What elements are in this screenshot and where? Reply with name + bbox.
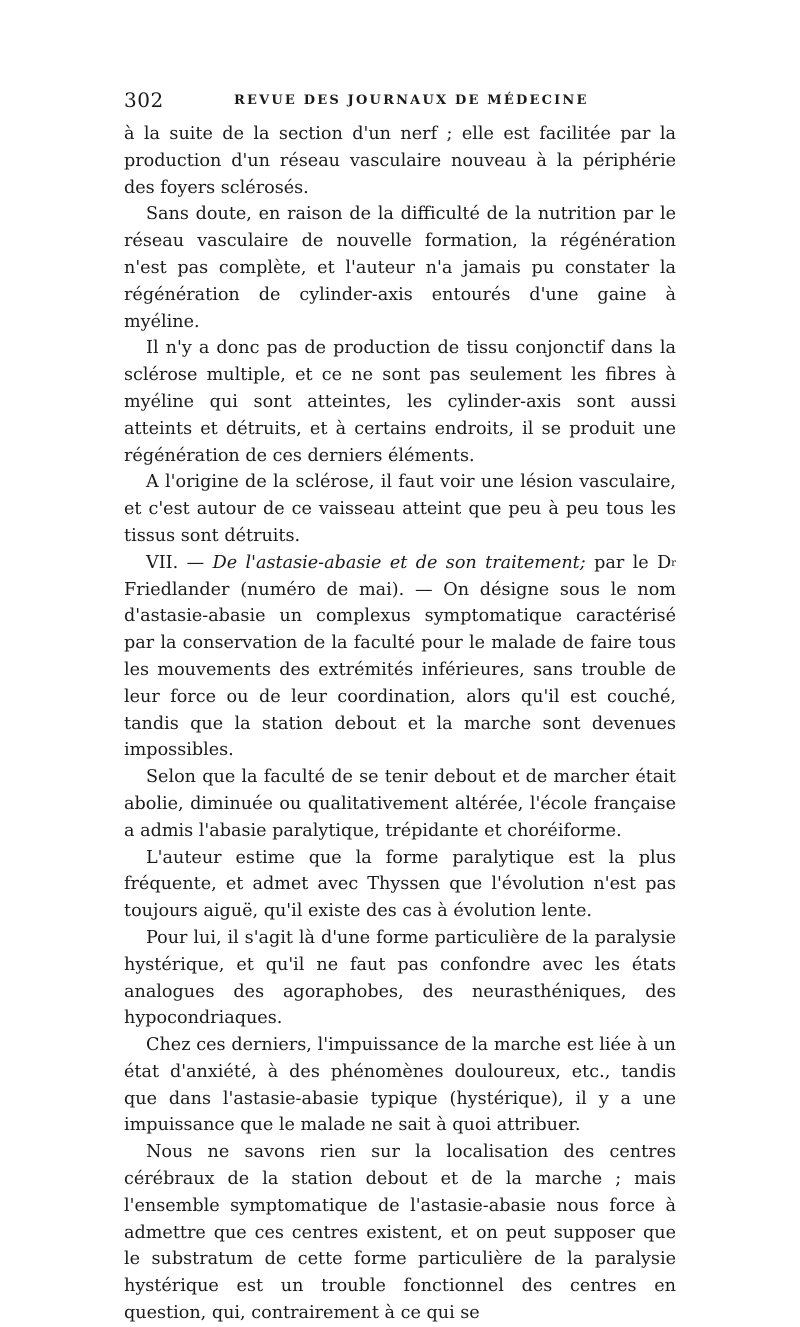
section-title: De l'astasie-abasie et de son traitement; — [212, 552, 586, 573]
paragraph-9: Chez ces derniers, l'impuissance de la marche est liée à un état d'anxiété, à des phénomènes douloureux, etc., tandis que dans l'astasie-abasie typique (hystérique), il y a une impuissance que le malade ne sait à quoi attribuer. — [124, 1035, 676, 1136]
body-text — [124, 121, 676, 1327]
paragraph-4: A l'origine de la sclérose, il faut voir une lésion vasculaire, et c'est autour de ce vaisseau atteint que peu à peu tous les tissus sont détruits. — [124, 472, 676, 546]
paragraph-10: Nous ne savons rien sur la localisation des centres cérébraux de la station debout et de la marche ; mais l'ensemble symptomatique de l'astasie-abasie nous force à admettre que ces centres existent, et on peut supposer que le substratum de cette forme particulière de la paralysie hystérique est un trouble fonctionnel des centres en question, qui, contrairement à ce qui se — [124, 1142, 676, 1324]
paragraph-6: Selon que la faculté de se tenir debout et de marcher était abolie, diminuée ou qualitativement altérée, l'école française a admis l'abasie paralytique, trépidante et choréiforme. — [124, 767, 676, 841]
paragraph-5-section-vii — [124, 550, 676, 764]
section-number: VII. — — [146, 552, 213, 573]
running-head: REVUE DES JOURNAUX DE MÉDECINE — [234, 93, 589, 108]
paragraph-1: à la suite de la section d'un nerf ; elle est facilitée par la production d'un réseau vasculaire nouveau à la périphérie des foyers sclérosés. — [124, 124, 676, 198]
paragraph-7: L'auteur estime que la forme paralytique est la plus fréquente, et admet avec Thyssen que l'évolution n'est pas toujours aiguë, qu'il existe des cas à évolution lente. — [124, 847, 676, 922]
paragraph-8: Pour lui, il s'agit là d'une forme particulière de la paralysie hystérique, et qu'il ne faut pas confondre avec les états analogues des agoraphobes, des neurasthéniques, des hypocondriaques. — [124, 927, 676, 1029]
paragraph-3: Il n'y a donc pas de production de tissu conjonctif dans la sclérose multiple, et ce ne sont pas seulement les fibres à myéline qui sont atteintes, les cylinder-axis sont aussi atteints et détruits, et à certains endroits, il se produit une régénération de ces derniers éléments. — [124, 338, 676, 466]
section-body: Friedlander (numéro de mai). — On désigne sous le nom d'astasie-abasie un complexus symptomatique caractérisé par la conservation de la faculté pour le malade de faire tous les mouvements des extrémités inférieures, sans trouble de leur force ou de leur coordination, alors qu'il est couché, tandis que la station debout et la marche sont devenues impossibles. — [124, 579, 676, 761]
doctor-superscript: r — [671, 557, 676, 569]
author-intro: par le D — [585, 552, 672, 573]
paragraph-2: Sans doute, en raison de la difficulté de la nutrition par le réseau vasculaire de nouvelle formation, la régénération n'est pas complète, et l'auteur n'a jamais pu constater la régénération de cylinder-axis entourés d'une gaine à myéline. — [124, 204, 676, 332]
page-number: 302 — [124, 88, 164, 112]
page-header — [124, 88, 684, 118]
